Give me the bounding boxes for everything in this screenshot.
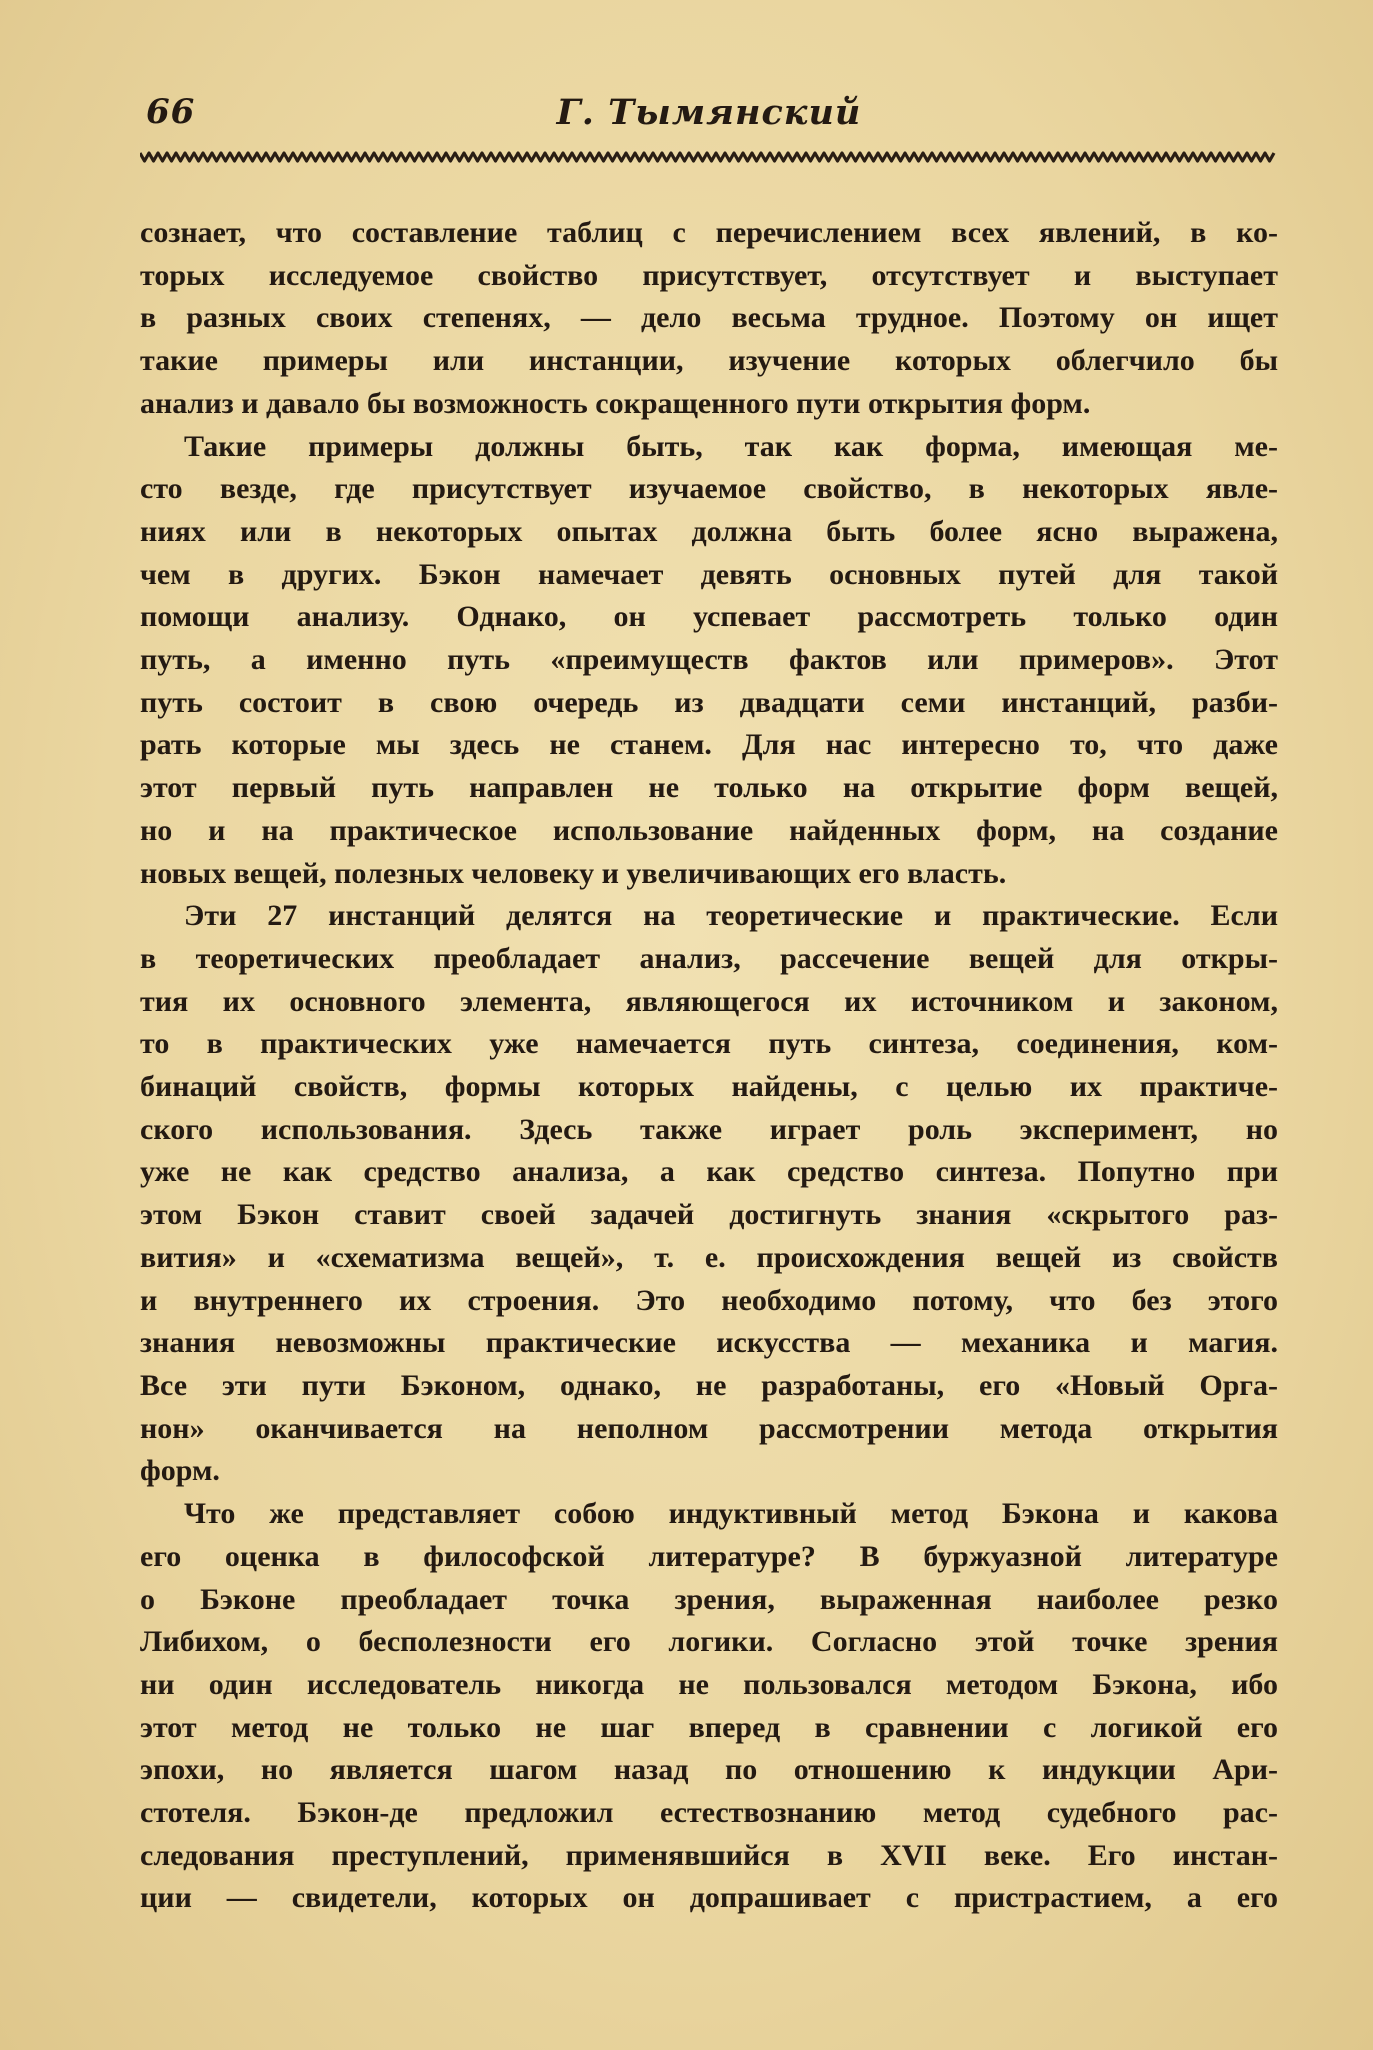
text-line: Либихом, о бесполезности его логики. Согласно этой точке зрения (140, 1625, 1278, 1659)
text-line: в теоретических преобладает анализ, рассечение вещей для откры- (140, 941, 1278, 975)
text-line: уже не как средство анализа, а как средство синтеза. Попутно при (140, 1155, 1278, 1189)
text-line: в разных своих степенях, — дело весьма трудное. Поэтому он ищет (140, 301, 1278, 335)
text-line: путь, а именно путь «преимуществ фактов или примеров». Этот (140, 643, 1278, 677)
text-line: о Бэконе преобладает точка зрения, выраженная наиболее резко (140, 1582, 1278, 1616)
text-line: сто везде, где присутствует изучаемое свойство, в некоторых явле- (140, 472, 1278, 506)
text-line: стотеля. Бэкон-де предложил естествознанию метод судебного рас- (140, 1796, 1278, 1830)
text-line: Что же представляет собою индуктивный метод Бэкона и какова (184, 1497, 1278, 1531)
page-number: 66 (146, 92, 196, 132)
text-line: путь состоит в свою очередь из двадцати семи инстанций, разби- (140, 685, 1278, 719)
text-line: ни один исследователь никогда не пользовался методом Бэкона, ибо (140, 1667, 1278, 1701)
book-page (140, 92, 1278, 1920)
running-head (140, 92, 1278, 150)
text-line: тия их основного элемента, являющегося их источником и законом, (140, 984, 1278, 1018)
text-line: ции — свидетели, которых он допрашивает с пристрастием, а его (140, 1881, 1278, 1915)
text-line: но и на практическое использование найденных форм, на создание (140, 813, 1278, 847)
body-text (140, 212, 1278, 1920)
running-title: Г. Тымянский (556, 92, 862, 133)
text-line: следования преступлений, применявшийся в XVII веке. Его инстан- (140, 1838, 1278, 1872)
text-line: этот первый путь направлен не только на открытие форм вещей, (140, 771, 1278, 805)
text-line: сознает, что составление таблиц с перечислением всех явлений, в ко- (140, 216, 1278, 249)
text-line: помощи анализу. Однако, он успевает рассмотреть только один (140, 600, 1278, 634)
text-line: знания невозможны практические искусства — механика и магия. (140, 1326, 1278, 1360)
text-line: нон» оканчивается на неполном рассмотрении метода открытия (140, 1411, 1278, 1445)
text-line: Эти 27 инстанций делятся на теоретические и практические. Если (184, 899, 1278, 933)
text-line: ниях или в некоторых опытах должна быть более ясно выражена, (140, 514, 1278, 548)
text-line: новых вещей, полезных человеку и увеличивающих его власть. (140, 856, 1007, 890)
text-line: чем в других. Бэкон намечает девять основных путей для такой (140, 557, 1278, 591)
text-line: вития» и «схематизма вещей», т. е. происхождения вещей из свойств (140, 1240, 1278, 1274)
text-line: торых исследуемое свойство присутствует, отсутствует и выступает (140, 258, 1278, 292)
ornamental-rule (140, 150, 1278, 164)
text-line: этот метод не только не шаг вперед в сравнении с логикой его (140, 1710, 1278, 1744)
text-line: анализ и давало бы возможность сокращенного пути открытия форм. (140, 386, 1091, 420)
text-line: и внутреннего их строения. Это необходимо потому, что без этого (140, 1283, 1278, 1317)
text-line: рать которые мы здесь не станем. Для нас интересно то, что даже (140, 728, 1278, 762)
text-line: ского использования. Здесь также играет роль эксперимент, но (140, 1112, 1278, 1146)
text-line: этом Бэкон ставит своей задачей достигнуть знания «скрытого раз- (140, 1198, 1278, 1232)
text-line: эпохи, но является шагом назад по отношению к индукции Ари- (140, 1753, 1278, 1787)
text-line: форм. (140, 1454, 220, 1488)
text-line: бинаций свойств, формы которых найдены, с целью их практиче- (140, 1070, 1278, 1104)
text-line: то в практических уже намечается путь синтеза, соединения, ком- (140, 1027, 1278, 1061)
text-line: Такие примеры должны быть, так как форма, имеющая ме- (184, 429, 1278, 463)
text-line: его оценка в философской литературе? В буржуазной литературе (140, 1539, 1278, 1573)
text-line: Все эти пути Бэконом, однако, не разработаны, его «Новый Орга- (140, 1368, 1278, 1402)
text-line: такие примеры или инстанции, изучение которых облегчило бы (140, 344, 1278, 378)
